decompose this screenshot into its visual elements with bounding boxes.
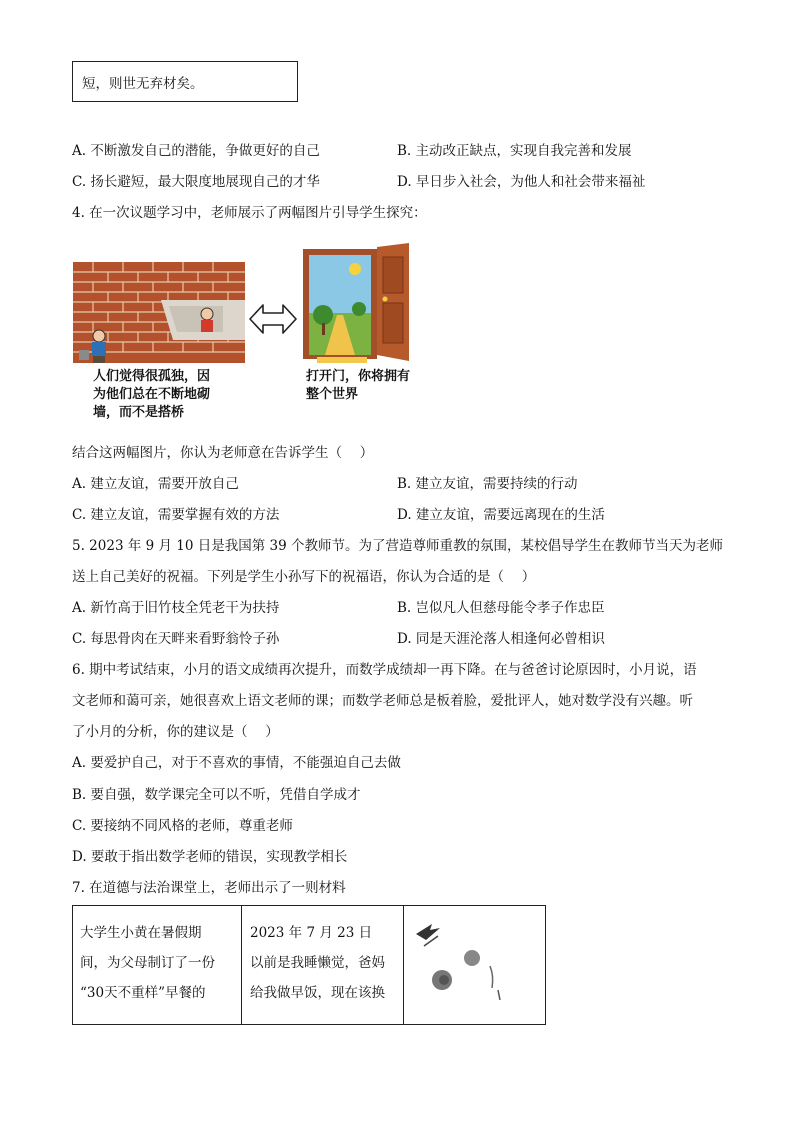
q6-option-c: C. 要接纳不同风格的老师，尊重老师: [72, 818, 293, 834]
q4-option-d: D. 建立友谊，需要远离现在的生活: [397, 507, 605, 523]
q7-cell2-line3: 给我做早饭，现在该换: [250, 985, 385, 1001]
q5-option-b: B. 岂似凡人但慈母能令孝子作忠臣: [397, 600, 605, 616]
q5-option-d: D. 同是天涯沦落人相逢何必曾相识: [397, 631, 605, 647]
q4-question: 结合这两幅图片，你认为老师意在告诉学生（ ）: [72, 445, 374, 461]
caption-left-line1: 人们觉得很孤独，因: [93, 369, 211, 384]
q6-stem-line1: 6. 期中考试结束，小月的语文成绩再次提升，而数学成绩却一再下降。在与爸爸讨论原因时，小月说，语: [72, 662, 697, 678]
q7-cell-3: [404, 906, 546, 1025]
q6-stem-line2: 文老师和蔼可亲，她很喜欢上语文老师的课；而数学老师总是板着脸，爱批评人，她对数学没有兴趣。听: [72, 693, 693, 709]
caption-right-line1: 打开门，你将拥有: [306, 369, 411, 384]
q5-option-a: A. 新竹高于旧竹枝全凭老干为扶持: [72, 600, 280, 616]
q6-option-d: D. 要敢于指出数学老师的错误，实现教学相长: [72, 849, 348, 865]
q3-option-c: C. 扬长避短，最大限度地展现自己的才华: [72, 174, 320, 190]
q7-cell2-line2: 以前是我睡懒觉，爸妈: [250, 955, 385, 971]
q4-option-a: A. 建立友谊，需要开放自己: [72, 476, 239, 492]
brick-wall-illustration: [73, 262, 245, 363]
open-door-illustration: [299, 243, 421, 365]
q5-option-c: C. 每思骨肉在天畔来看野翁怜子孙: [72, 631, 280, 647]
q7-breakfast-sketch: [404, 906, 545, 1020]
caption-left-line3: 墙，而不是搭桥: [93, 405, 185, 420]
q3-option-d: D. 早日步入社会，为他人和社会带来福祉: [397, 174, 646, 190]
q3-option-a: A. 不断激发自己的潜能，争做更好的自己: [72, 143, 320, 159]
q7-cell1-line1: 大学生小黄在暑假期: [80, 925, 202, 941]
q7-cell1-line3: “30天不重样”早餐的: [80, 985, 206, 1001]
q5-stem-line2: 送上自己美好的祝福。下列是学生小孙写下的祝福语，你认为合适的是（ ）: [72, 569, 536, 585]
q3-quote-box: [72, 61, 298, 102]
q6-option-b: B. 要自强，数学课完全可以不听，凭借自学成才: [72, 787, 361, 803]
caption-left-line2: 为他们总在不断地砌: [93, 387, 211, 402]
q7-cell-1: [73, 906, 242, 1025]
q5-stem-line1: 5. 2023 年 9 月 10 日是我国第 39 个教师节。为了营造尊师重教的氛围，某校倡导学生在教师节当天为老师: [72, 538, 724, 554]
q4-stem: 4. 在一次议题学习中，老师展示了两幅图片引导学生探究：: [72, 205, 427, 221]
q7-cell2-line1: 2023 年 7 月 23 日: [250, 925, 373, 941]
q7-cell1-line2: 间，为父母制订了一份: [80, 955, 215, 971]
q6-option-a: A. 要爱护自己，对于不喜欢的事情，不能强迫自己去做: [72, 755, 401, 771]
q4-option-c: C. 建立友谊，需要掌握有效的方法: [72, 507, 280, 523]
q7-material-table: [72, 905, 546, 1025]
q3-option-b: B. 主动改正缺点，实现自我完善和发展: [397, 143, 632, 159]
double-arrow-icon: [249, 302, 297, 336]
q3-quote-text: 短，则世无弃材矣。: [82, 76, 204, 92]
q6-stem-line3: 了小月的分析，你的建议是（ ）: [72, 724, 279, 740]
q7-stem: 7. 在道德与法治课堂上，老师出示了一则材料: [72, 880, 346, 896]
caption-right-line2: 整个世界: [306, 387, 359, 402]
q4-option-b: B. 建立友谊，需要持续的行动: [397, 476, 578, 492]
q7-cell-2: [242, 906, 404, 1025]
